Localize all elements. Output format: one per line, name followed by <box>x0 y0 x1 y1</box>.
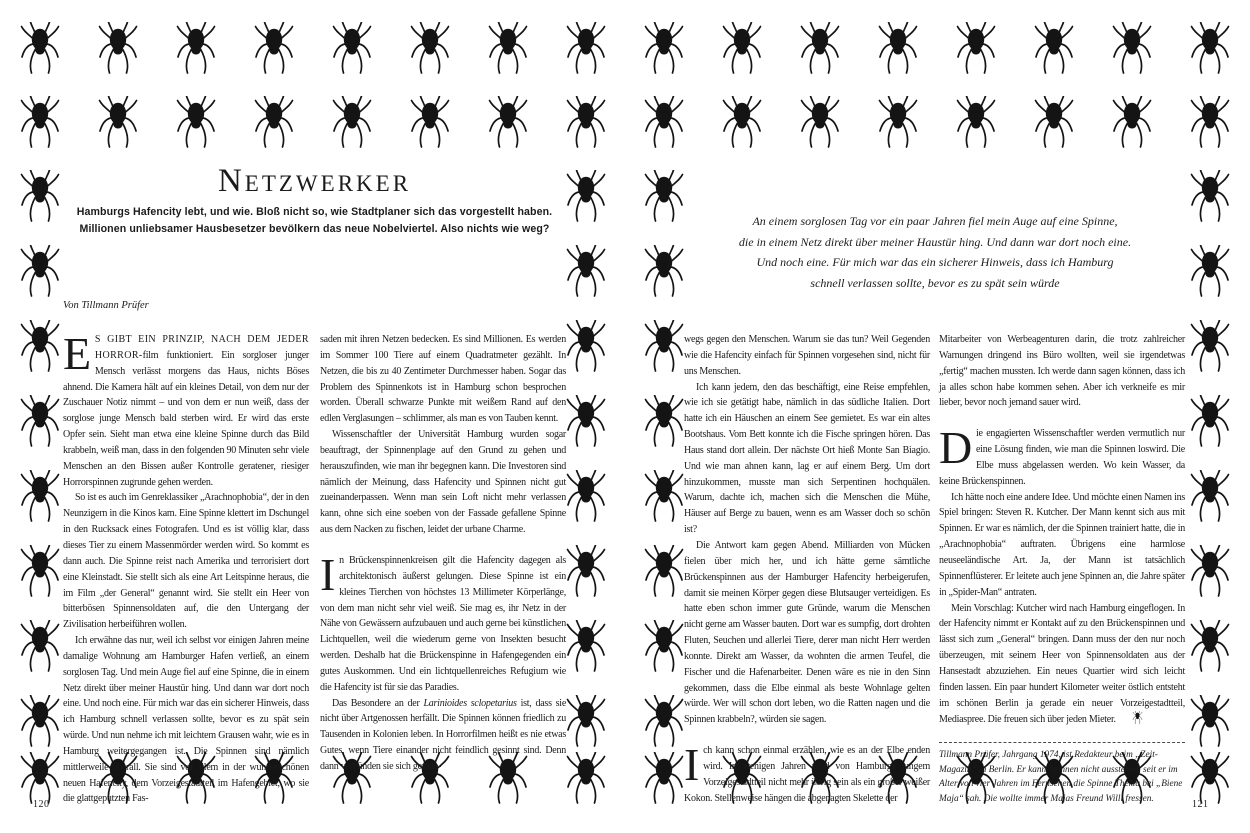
pull-quote-line: An einem sorglosen Tag vor ein paar Jahren fiel mein Auge auf eine Spinne, <box>752 214 1118 228</box>
spider-icon <box>1189 22 1231 74</box>
text-column-2 <box>320 332 566 775</box>
spider-icon <box>331 22 373 74</box>
spider-icon <box>955 96 997 148</box>
spider-icon <box>19 22 61 74</box>
pull-quote <box>684 211 1186 293</box>
spider-icon <box>565 395 607 447</box>
spider-icon <box>799 96 841 148</box>
spider-icon <box>19 320 61 372</box>
spider-icon <box>253 96 295 148</box>
spider-icon <box>1033 22 1075 74</box>
spider-icon <box>565 245 607 297</box>
spider-icon <box>643 22 685 74</box>
body-paragraph: Wissenschaftler der Universität Hamburg wurden sogar beauftragt, der Spinnenplage auf den Grund zu gehen und herauszufinden, wie man ihr begegnen kann. Die Investoren sind nämlich der Meinung, dass Hafencity und Spinnen nicht gut zueinanderpassen. Wenn man sein Loft nicht mehr verlassen kann, ohne sich eine soeben von der Fassade gefallene Spinne aus dem Nacken zu fischen, leidet der urbane Charme. <box>320 429 566 536</box>
spider-icon <box>487 96 529 148</box>
drop-cap: I <box>684 739 700 791</box>
paragraph-text: ie engagierten Wissenschaftler werden vermutlich nur eine Lösung finden, wie man die Spinnen loswird. Die Elbe muss abgelassen werden. Wo kein Wasser, da keine Brückenspinnen. <box>939 428 1185 487</box>
text-column-1 <box>63 328 309 807</box>
spider-icon <box>1111 96 1153 148</box>
spider-icon <box>19 395 61 447</box>
spider-icon <box>1189 395 1231 447</box>
spider-icon <box>1111 22 1153 74</box>
spider-icon <box>1189 752 1231 804</box>
spider-icon <box>97 96 139 148</box>
paragraph-text: film funktioniert. Ein sorgloser junger Mensch verlässt morgens das Haus, nichts Böses ahnend. Die Kamera hält auf ein kleines Detail, von dem nur der Zuschauer Notiz nimmt – und von dem er nun weiß, dass der sorglose junge Mensch bald sterben wird. Er wird das erste Opfer sein. Sieht man etwa eine kleine Spinne durch das Bild krabbeln, weiß man, dass in den folgenden 90 Minuten sehr viele Menschen an den Bissen außer Kontrolle geratener, riesiger Horrorspinnen zugrunde gehen werden. <box>63 349 309 488</box>
spider-icon <box>487 22 529 74</box>
drop-cap: D <box>939 422 972 474</box>
spider-icon <box>877 22 919 74</box>
spider-icon <box>643 695 685 747</box>
spider-icon <box>643 752 685 804</box>
spider-icon <box>565 22 607 74</box>
spider-icon <box>721 22 763 74</box>
spider-icon <box>565 545 607 597</box>
paragraph-text: Das Besondere an der <box>332 697 424 709</box>
spider-icon <box>1189 470 1231 522</box>
spider-icon <box>643 545 685 597</box>
spider-icon <box>1189 695 1231 747</box>
spider-icon <box>955 22 997 74</box>
spider-icon <box>721 96 763 148</box>
spider-icon <box>643 245 685 297</box>
spider-icon <box>1189 620 1231 672</box>
spider-icon <box>565 170 607 222</box>
spider-icon <box>19 170 61 222</box>
paragraph-text: ist, dass sie nicht über Artgenossen herfällt. Die Spinnen können friedlich zu Tausenden in Kolonien leben. In Horrorfilmen heißt es nie etwas Gutes, wenn Tiere einander nicht feindlich gesinnt sind. Denn dann verbünden sie sich gerade- <box>320 697 567 772</box>
spider-icon <box>19 470 61 522</box>
spider-icon <box>565 752 607 804</box>
species-name: Larinioides sclopetarius <box>423 697 517 709</box>
spider-icon <box>19 545 61 597</box>
paragraph-text: Mein Vorschlag: Kutcher wird nach Hamburg eingeflogen. In der Hafencity nimmt er Kontakt auf zu den Brückenspinnen und lässt sich zum „General“ bringen. Dann muss der den nur noch überzeugen, mit seinem Heer von Spinnensoldaten aus der Hansestadt abzuziehen. Ein neues Quartier wird sich leicht finden lassen. Ein paar hundert Kilometer weiter östlich entsteht im schönen Berlin ja gerade ein neuer Vorzeigestadtteil, Mediaspree. Die freuen sich über jeden Mieter. <box>939 602 1185 726</box>
paragraph-opener: S GIBT EIN PRINZIP, NACH DEM JEDER HORROR- <box>94 334 309 361</box>
body-paragraph <box>320 548 566 696</box>
page-title: Netzwerker <box>217 163 412 199</box>
spider-icon <box>175 96 217 148</box>
body-paragraph: Mitarbeiter von Werbeagenturen darin, die trotz zahlreicher Warnungen dringend ins Büro wollten, weil sie irgendetwas „fertig“ machen mussten. Ich werde dann sagen können, dass ich ja alles schon habe kommen sehen. Aber ich verkneife es mir lieber, bevor noch jemand sauer wird. <box>939 334 1185 409</box>
spider-icon <box>1189 545 1231 597</box>
drop-cap: E <box>63 328 91 379</box>
spider-icon <box>1189 320 1231 372</box>
body-paragraph: So ist es auch im Genreklassiker „Arachnophobia“, der in den Neunzigern in die Kinos kam. Eine Spinne klettert im Dschungel in den Rucksack eines Fotografen. Und es ist völlig klar, dass dieses Tier zu einem Massenmörder werden wird. So kommt es dann auch. Die Spinne reist nach Amerika und terrorisiert dort eine Kleinstadt. Sie stellt sich als eine Art Leitspinne heraus, die im Film „der General“ genannt wird. Sie stellt ein Heer von bitterbösen Spinnensoldaten auf, die den Untergang der Zivilisation herbeiführen wollen. <box>63 492 309 631</box>
spider-icon <box>643 170 685 222</box>
spider-icon <box>565 96 607 148</box>
spider-icon <box>19 245 61 297</box>
body-paragraph: Ich kann jedem, den das beschäftigt, eine Reise empfehlen, wie ich sie getätigt habe, nämlich in das südliche Italien. Dort hatte ich ein Häuschen an einem See gemietet. Es war ein altes Bootshaus. Vom Bett konnte ich die Fische springen hören. Das Haus stand dort allein. Der nächste Ort hieß Monte San Biagio. Und wie man ahnen kann, lag er auf einem Berg. Um dort hinzukommen, musste man sich Serpentinen hochquälen. Warum, dachte ich, machen sich die Menschen die Mühe, Häuser auf Berge zu bauen, wenn es am Wasser doch so schön ist? <box>684 381 930 536</box>
spider-icon <box>409 22 451 74</box>
author-bio: Tillmann Prüfer, Jahrgang 1974, ist Redakteur beim „Zeit-Magazin“ in Berlin. Er kann Spinnen nicht ausstehen, seit er im Alter von vier Jahren im Fernsehen die Spinne Thekla bei „Biene Maja“ sah. Die wollte immer Majas Freund Willi fressen. <box>939 750 1183 805</box>
body-paragraph: wegs gegen den Menschen. Warum sie das tun? Weil Gegenden wie die Hafencity einfach für Spinnen vorgesehen sind, nicht für uns Menschen. <box>684 334 930 377</box>
paragraph-text: ch kann schon einmal erzählen, wie es an der Elbe enden wird. In wenigen Jahren wird von Hamburgs jungem Vorzeigestadtteil nicht mehr übrig sein als ein großer weißer Kokon. Stellenweise hängen die abgenagten Skelette der <box>684 745 930 804</box>
page-number-left: 120 <box>33 799 50 810</box>
spider-icon <box>877 96 919 148</box>
body-paragraph: Ich erwähne das nur, weil ich selbst vor einigen Jahren meine damalige Wohnung am Hamburger Hafen verließ, an einem sorglosen Tag. Und mein Auge fiel auf eine Spinne, die in einem Netz direkt über meiner Haustür hing. Und dann war dort noch eine. Und noch eine. Für mich war das ein sicherer Hinweis, dass ich Hamburg schnell verlassen sollte, bevor es zu spät sein würde. Und nun nehme ich mit leichtem Grausen wahr, wie es in Hamburg weitergegangen ist. Die Spinnen sind nämlich mittlerweile überall. Sie sind vor allem in der wunderschönen neuen Hafencity, dem Vorzeigestadtteil im Hafengebiet, wo sie die glattgeputzten Fas- <box>63 635 309 805</box>
spider-icon <box>409 96 451 148</box>
spider-icon <box>1189 96 1231 148</box>
spider-icon <box>1033 96 1075 148</box>
body-paragraph: saden mit ihren Netzen bedecken. Es sind Millionen. Es werden im Sommer 100 Tiere auf einem Quadratmeter gezählt. In Netzen, die bis zu 40 Zentimeter Durchmesser haben. Sogar das Problem des Spinnenkots ist in Hamburg schon besprochen worden. Überall schwarze Punkte mit weißem Rand auf den edlen Verglasungen – schlimmer, als man es von Tauben kennt. <box>320 334 566 425</box>
spider-icon <box>565 695 607 747</box>
spider-icon <box>643 96 685 148</box>
spider-icon <box>19 752 61 804</box>
spider-icon <box>643 620 685 672</box>
spider-icon <box>331 96 373 148</box>
spider-icon <box>19 695 61 747</box>
spider-icon <box>175 22 217 74</box>
spider-icon <box>643 320 685 372</box>
body-paragraph: Die Antwort kam gegen Abend. Milliarden von Mücken fielen über mich her, und ich hätte gerne sämtliche Brückenspinnen aus der Hamburger Hafencity herbeigerufen, damit sie meinen Körper gegen diese Blutsauger verteidigen. Es hatte eben schon immer gute Gründe, warum die Menschen nicht gerne am Wasser bauten. Dort war es sumpfig, dort drohten Fluten, Seuchen und allerlei Tiere, derer man nicht Herr werden konnte. Direkt am Wasser, da wohnten die armen Teufel, die Fischer und die Hafenarbeiter. Denen wäre es nie in den Sinn gekommen, dass die Elbe einmal als beste Wohnlage gelten würde. Wer will schon dort leben, wo die Ratten nagen und die Spinnen krabbeln?, würden sie sagen. <box>684 539 930 726</box>
pull-quote-line: schnell verlassen sollte, bevor es zu spät sein würde <box>810 275 1060 290</box>
byline: Von Tillmann Prüfer <box>63 300 149 311</box>
pull-quote-line: die in einem Netz direkt über meiner Haustür hing. Und dann war dort noch eine. <box>738 234 1132 249</box>
page-number-right: 121 <box>1192 799 1209 810</box>
subtitle-line: Hamburgs Hafencity lebt, und wie. Bloß nicht so, wie Stadtplaner sich das vorgestellt haben. <box>76 206 553 218</box>
body-paragraph <box>63 328 309 490</box>
bio-divider <box>939 742 1185 743</box>
spider-icon <box>97 22 139 74</box>
spider-icon <box>565 620 607 672</box>
body-paragraph <box>320 696 566 775</box>
body-paragraph <box>684 739 930 806</box>
spider-icon <box>565 320 607 372</box>
spider-icon <box>253 22 295 74</box>
text-column-4 <box>939 332 1185 807</box>
spider-icon <box>643 470 685 522</box>
body-paragraph <box>939 422 1185 489</box>
spider-icon <box>19 96 61 148</box>
body-paragraph <box>939 601 1185 729</box>
subtitle-line: Millionen unliebsamer Hausbesetzer bevölkern das neue Nobelviertel. Also nichts wie weg? <box>79 223 550 235</box>
spider-icon <box>643 395 685 447</box>
body-paragraph: Ich hätte noch eine andere Idee. Und möchte einen Namen ins Spiel bringen: Steven R. Kutcher. Der Mann kennt sich aus mit Spinnen. Er war es nämlich, der die Spinnen trainiert hatte, die in „Arachnophobia“ auftraten. Übrigens eine harmlose neuseeländische Art. Ja, der Mann ist tatsächlich Spinnenflüsterer. Er leitete auch jene Spinnen an, die Jahre später in „Spider-Man“ antraten. <box>939 491 1185 598</box>
paragraph-text: n Brückenspinnenkreisen gilt die Hafencity dagegen als architektonisch äußerst gelungen. Diese Spinne ist ein kleines Tierchen von höchstes 13 Millimeter Körperlänge, von dem man nicht sehr viel weiß. Sie mag es, ihr Netz in der Nähe von Gewässern aufzubauen und auch gerne bei künstlichen Lichtquellen, weil die wiederum gerne von Insekten besucht werden. Deshalb hat die Brückenspinne in Hafengegenden ein gutes Auskommen. Und ein lichtquellenreiches Refugium wie die Hafencity ist für sie das Paradies. <box>320 554 566 693</box>
spider-end-mark-icon <box>1119 711 1132 724</box>
text-column-3 <box>684 332 930 806</box>
spider-icon <box>19 620 61 672</box>
pull-quote-line: Und noch eine. Für mich war das ein sicherer Hinweis, dass ich Hamburg <box>756 255 1114 269</box>
spider-icon <box>1189 170 1231 222</box>
spider-icon <box>565 470 607 522</box>
spider-icon <box>799 22 841 74</box>
article-subtitle <box>63 204 566 238</box>
spider-icon <box>1189 245 1231 297</box>
drop-cap: I <box>320 548 336 600</box>
